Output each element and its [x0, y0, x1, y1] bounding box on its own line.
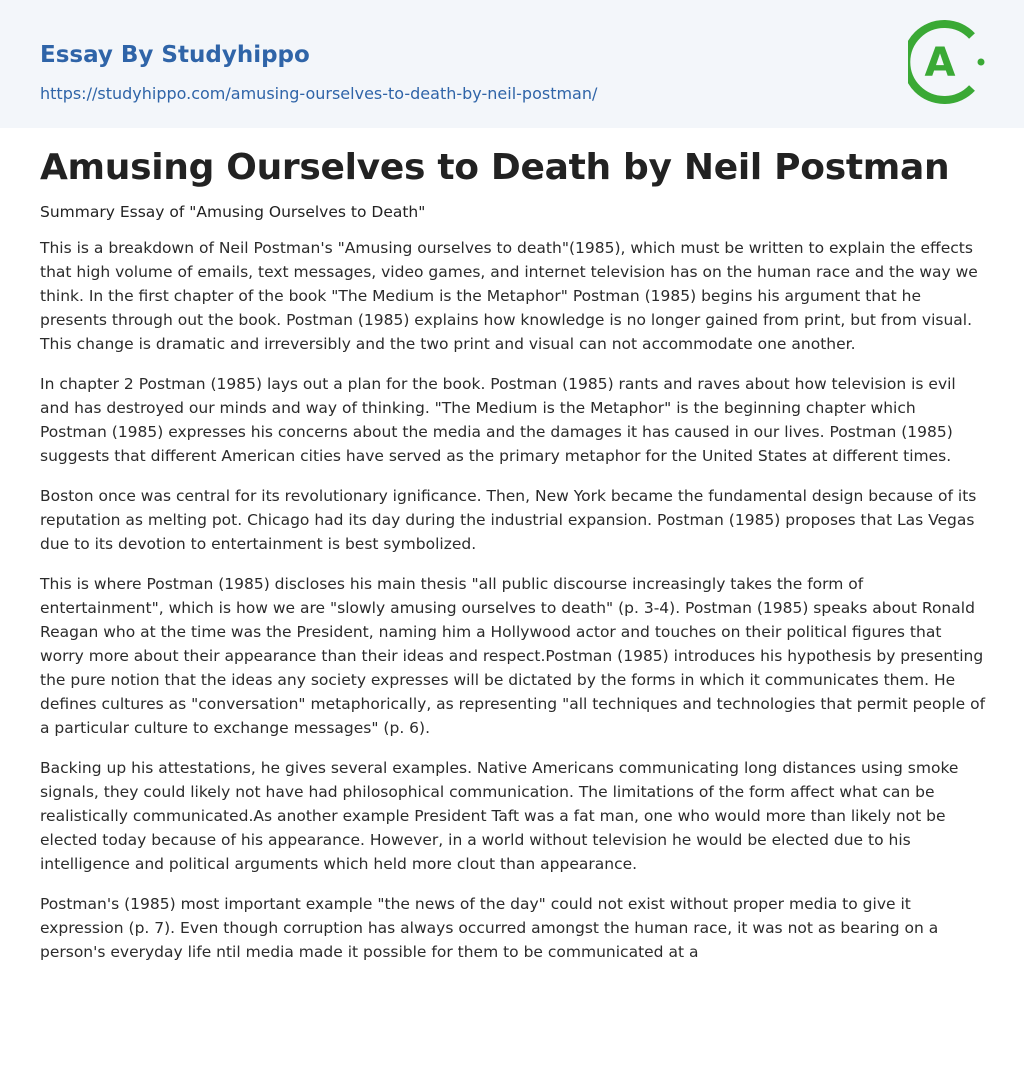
site-brand[interactable]: Essay By Studyhippo [40, 42, 310, 68]
studyhippo-logo-icon[interactable] [908, 17, 988, 107]
essay-paragraph-4: This is where Postman (1985) discloses his main thesis "all public discourse increasingly takes the form of entertainment", which is how we are "slowly amusing ourselves to death" (p. 3-4). Postman (1985) speaks about Ronald Reagan who at the time was the President, naming him a Hollywood actor and touches on their political figures that worry more about their appearance than their ideas and respect.Postman (1985) introduces his hypothesis by presenting the pure notion that the ideas any society expresses will be dictated by the forms in which it communicates them. He defines cultures as "conversation" metaphorically, as representing "all techniques and technologies that permit people of a particular culture to exchange messages" (p. 6). [40, 575, 986, 737]
logo-letter: A [924, 40, 956, 86]
essay-paragraph-6: Postman's (1985) most important example "the news of the day" could not exist without proper media to give it expression (p. 7). Even though corruption has always occurred amongst the human race, it was not as bearing on a person's everyday life ntil media made it possible for them to be communicated at a [40, 895, 939, 961]
essay-subtitle: Summary Essay of "Amusing Ourselves to Death" [40, 203, 426, 221]
essay-paragraph-3: Boston once was central for its revolutionary ignificance. Then, New York became the fundamental design because of its reputation as melting pot. Chicago had its day during the industrial expansion. Postman (1985) proposes that Las Vegas due to its devotion to entertainment is best symbolized. [40, 487, 977, 553]
source-url-link[interactable]: https://studyhippo.com/amusing-ourselves-to-death-by-neil-postman/ [40, 84, 598, 103]
essay-paragraph-5: Backing up his attestations, he gives several examples. Native Americans communicating long distances using smoke signals, they could likely not have had philosophical communication. The limitations of the form affect what can be realistically communicated.As another example President Taft was a fat man, one who would more than likely not be elected today because of his appearance. However, in a world without television he would be elected due to his intelligence and political arguments which held more clout than appearance. [40, 759, 959, 873]
essay-paragraph-2: In chapter 2 Postman (1985) lays out a plan for the book. Postman (1985) rants and raves about how television is evil and has destroyed our minds and way of thinking. "The Medium is the Metaphor" is the beginning chapter which Postman (1985) expresses his concerns about the media and the damages it has caused in our lives. Postman (1985) suggests that different American cities have served as the primary metaphor for the United States at different times. [40, 375, 956, 465]
site-header [0, 0, 1024, 128]
essay-content [40, 146, 986, 964]
essay-paragraph-1: This is a breakdown of Neil Postman's "Amusing ourselves to death"(1985), which must be written to explain the effects that high volume of emails, text messages, video games, and internet television has on the human race and the way we think. In the first chapter of the book "The Medium is the Metaphor" Postman (1985) begins his argument that he presents through out the book. Postman (1985) explains how knowledge is no longer gained from print, but from visual. This change is dramatic and irreversibly and the two print and visual can not accommodate one another. [40, 239, 978, 353]
essay-title: Amusing Ourselves to Death by Neil Postman [40, 147, 950, 188]
